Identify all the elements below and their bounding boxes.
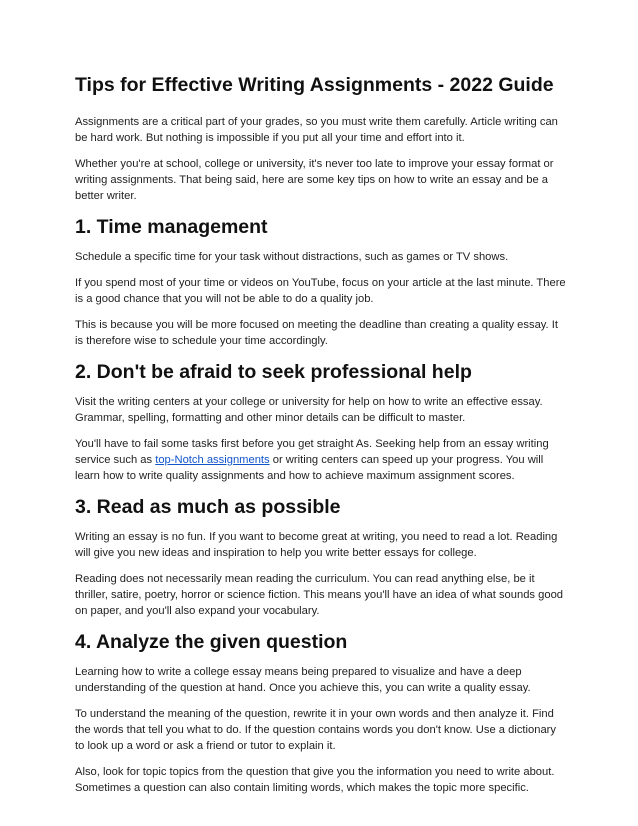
section-paragraph: Reading does not necessarily mean reading the curriculum. You can read anything else, be it thriller, satire, poetry, horror or science fiction. This means you'll have an idea of what sounds good on paper, and you'll also expand your vocabulary. xyxy=(75,573,564,617)
intro-paragraph: Assignments are a critical part of your grades, so you must write them carefully. Article writing can be hard work. But nothing is impossible if you put all your time and effort into it. xyxy=(75,116,558,144)
section-paragraph: Visit the writing centers at your college or university for help on how to write an effective essay. Grammar, spelling, formatting and other minor details can be difficult to master. xyxy=(75,396,543,424)
link-paragraph-after: or writing centers can speed up your progress. You will learn how to write quality assignments and how to achieve maximum assignment scores. xyxy=(75,454,544,482)
page-title: Tips for Effective Writing Assignments - 2022 Guide xyxy=(75,74,554,96)
section-paragraph: Writing an essay is no fun. If you want to become great at writing, you need to read a lot. Reading will give you new ideas and inspiration to help you write better essays for college. xyxy=(75,531,558,559)
section-paragraph: This is because you will be more focused on meeting the deadline than creating a quality essay. It is therefore wise to schedule your time accordingly. xyxy=(75,319,558,347)
link-paragraph-before: You'll have to fail some tasks first before you get straight As. Seeking help from an essay writing service such as xyxy=(75,438,549,466)
section-heading-time-management: 1. Time management xyxy=(75,216,268,238)
top-notch-assignments-link[interactable]: top-Notch assignments xyxy=(155,454,270,466)
section-paragraph: Also, look for topic topics from the question that give you the information you need to write about. Sometimes a question can also contain limiting words, which makes the topic more specific. xyxy=(75,766,555,794)
section-paragraph: Learning how to write a college essay means being prepared to visualize and have a deep understanding of the question at hand. Once you achieve this, you can write a quality essay. xyxy=(75,666,531,694)
section-paragraph-with-link xyxy=(75,436,568,484)
section-heading-read-more: 3. Read as much as possible xyxy=(75,496,341,518)
section-heading-professional-help: 2. Don't be afraid to seek professional help xyxy=(75,361,472,383)
section-paragraph: To understand the meaning of the question, rewrite it in your own words and then analyze it. Find the words that tell you what to do. If the question contains words you don't know. Use a dictionary to look up a word or ask a friend or tutor to explain it. xyxy=(75,708,556,752)
intro-paragraph: Whether you're at school, college or university, it's never too late to improve your essay format or writing assignments. That being said, here are some key tips on how to write an essay and be a better writer. xyxy=(75,158,554,202)
section-heading-analyze-question: 4. Analyze the given question xyxy=(75,631,348,653)
section-paragraph: Schedule a specific time for your task without distractions, such as games or TV shows. xyxy=(75,251,509,263)
section-paragraph: If you spend most of your time or videos on YouTube, focus on your article at the last minute. There is a good chance that you will not be able to do a quality job. xyxy=(75,277,566,305)
